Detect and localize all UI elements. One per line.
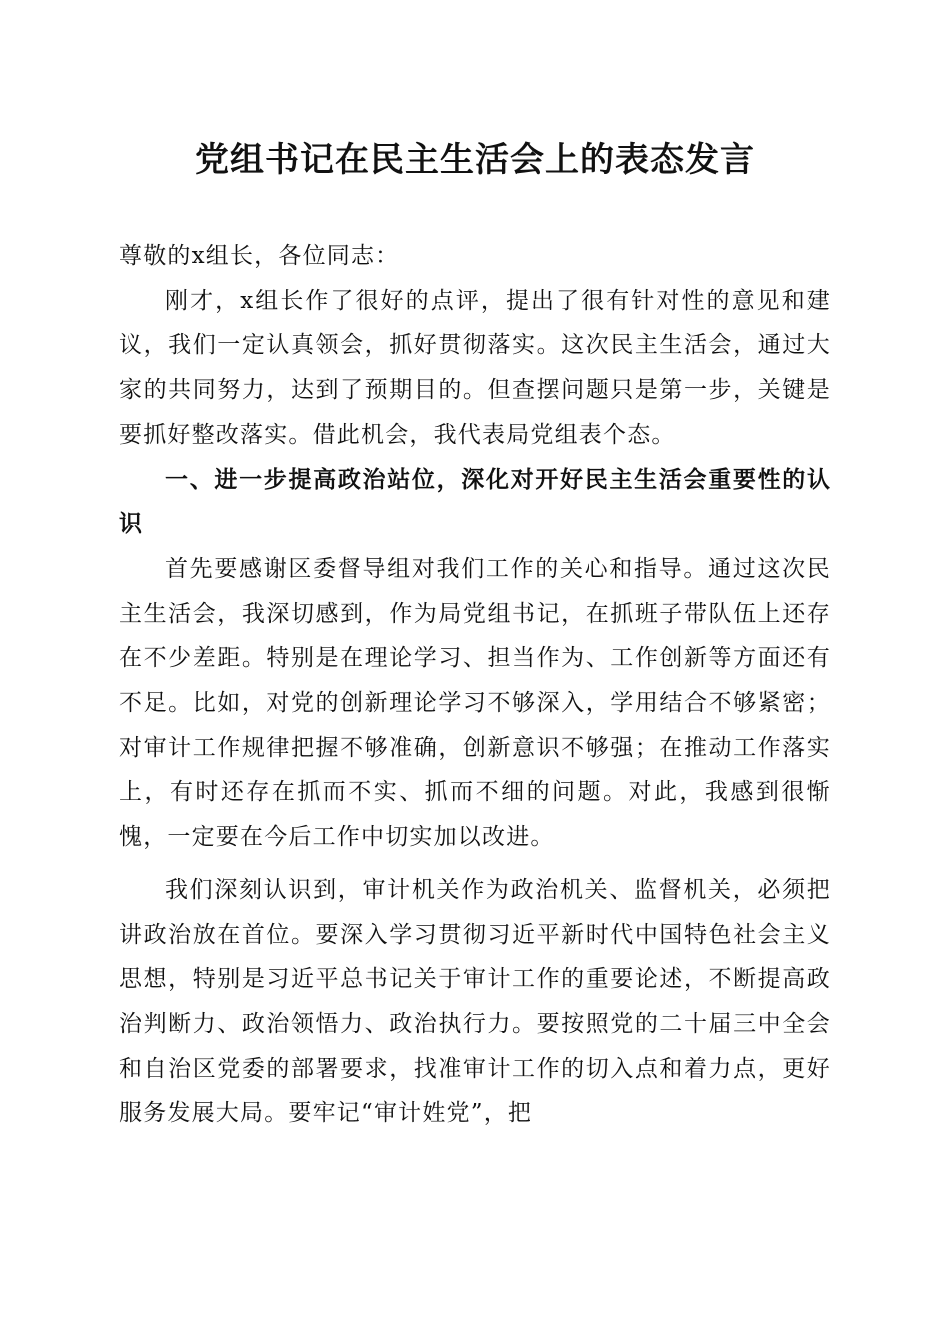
- document-title: 党组书记在民主生活会上的表态发言: [195, 140, 755, 180]
- paragraph-reflection: 首先要感谢区委督导组对我们工作的关心和指导。通过这次民主生活会，我深切感到，作为局党组书记，在抓班子带队伍上还存在不少差距。特别是在理论学习、担当作为、工作创新等方面还有不足。比如，对党的创新理论学习不够深入，学用结合不够紧密；对审计工作规律把握不够准确，创新意识不够强；在推动工作落实上，有时还存在抓而不实、抓而不细的问题。对此，我感到很惭愧，一定要在今后工作中切实加以改进。: [119, 555, 831, 851]
- salutation: 尊敬的x组长，各位同志：: [119, 243, 400, 269]
- paragraph-opening: 刚才，x组长作了很好的点评，提出了很有针对性的意见和建议，我们一定认真领会，抓好贯彻落实。这次民主生活会，通过大家的共同努力，达到了预期目的。但查摆问题只是第一步，关键是要抓好整改落实。借此机会，我代表局党组表个态。: [119, 287, 831, 448]
- section-heading-1: 一、进一步提高政治站位，深化对开好民主生活会重要性的认识: [119, 466, 831, 538]
- document-body: [119, 234, 831, 1136]
- paragraph-commitment: 我们深刻认识到，审计机关作为政治机关、监督机关，必须把讲政治放在首位。要深入学习贯彻习近平新时代中国特色社会主义思想，特别是习近平总书记关于审计工作的重要论述，不断提高政治判断力、政治领悟力、政治执行力。要按照党的二十届三中全会和自治区党委的部署要求，找准审计工作的切入点和着力点，更好服务发展大局。要牢记“审计姓党”，把: [119, 876, 831, 1127]
